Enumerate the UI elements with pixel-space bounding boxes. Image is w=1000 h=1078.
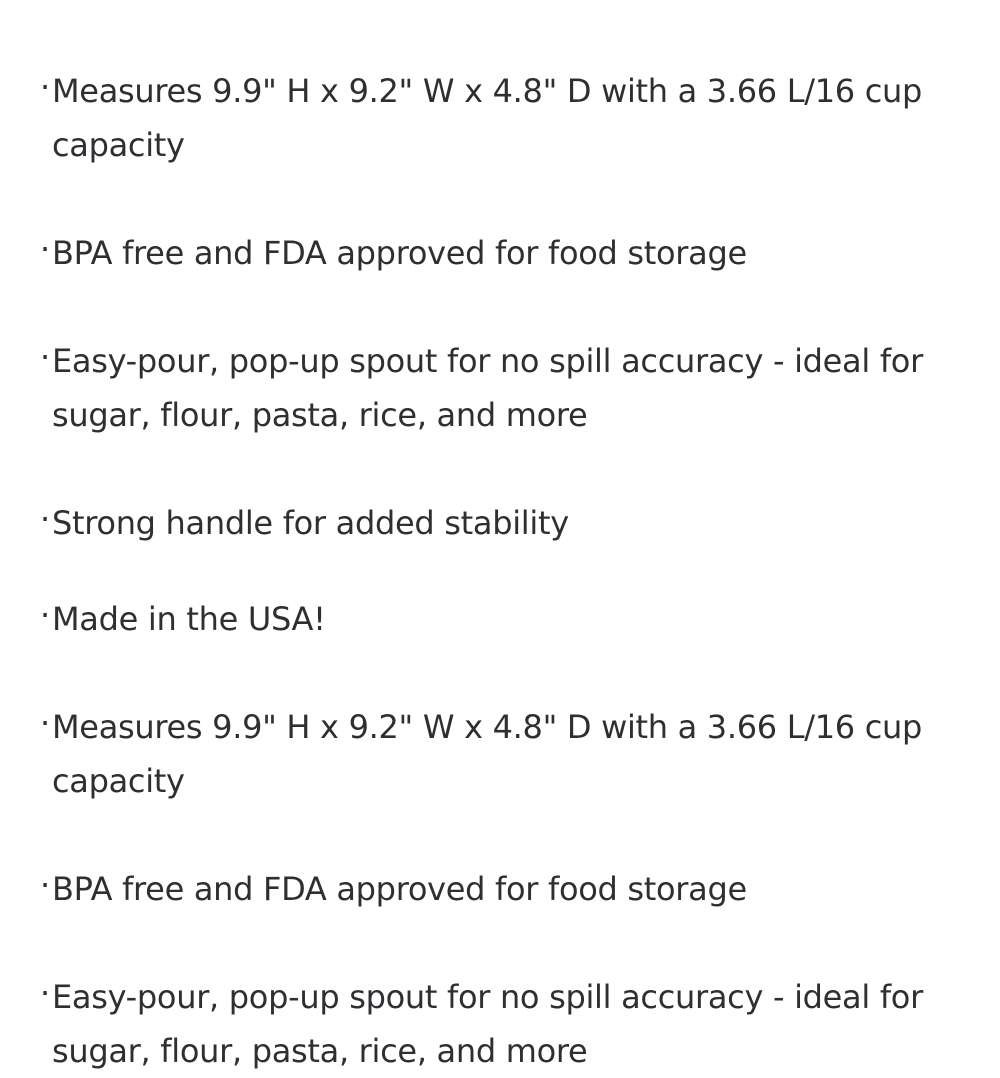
feature-item-dimensions [40,700,960,808]
feature-item-easy-pour [40,970,960,1078]
feature-text: Measures 9.9" H x 9.2" W x 4.8" D with a 3.66 L/16 cup capacity [52,708,923,800]
feature-item-easy-pour [40,334,960,442]
feature-text: Strong handle for added stability [52,504,569,542]
feature-text: Easy-pour, pop-up spout for no spill accuracy - ideal for sugar, flour, pasta, rice, and more [52,978,923,1070]
feature-item-bpa-free [40,862,960,916]
feature-item-handle [40,496,960,550]
feature-text: Made in the USA! [52,600,326,638]
bullet-dot: · [40,596,50,634]
bullet-dot: · [40,974,50,1012]
feature-text: Measures 9.9" H x 9.2" W x 4.8" D with a 3.66 L/16 cup capacity [52,72,923,164]
feature-text: Easy-pour, pop-up spout for no spill accuracy - ideal for sugar, flour, pasta, rice, and more [52,342,923,434]
bullet-dot: · [40,338,50,376]
feature-item-dimensions [40,64,960,172]
feature-item-bpa-free [40,226,960,280]
bullet-dot: · [40,500,50,538]
bullet-dot: · [40,704,50,742]
bullet-dot: · [40,866,50,904]
feature-item-made-in-usa [40,592,960,646]
bullet-dot: · [40,68,50,106]
bullet-dot: · [40,230,50,268]
feature-text: BPA free and FDA approved for food storage [52,234,747,272]
feature-text: BPA free and FDA approved for food storage [52,870,747,908]
